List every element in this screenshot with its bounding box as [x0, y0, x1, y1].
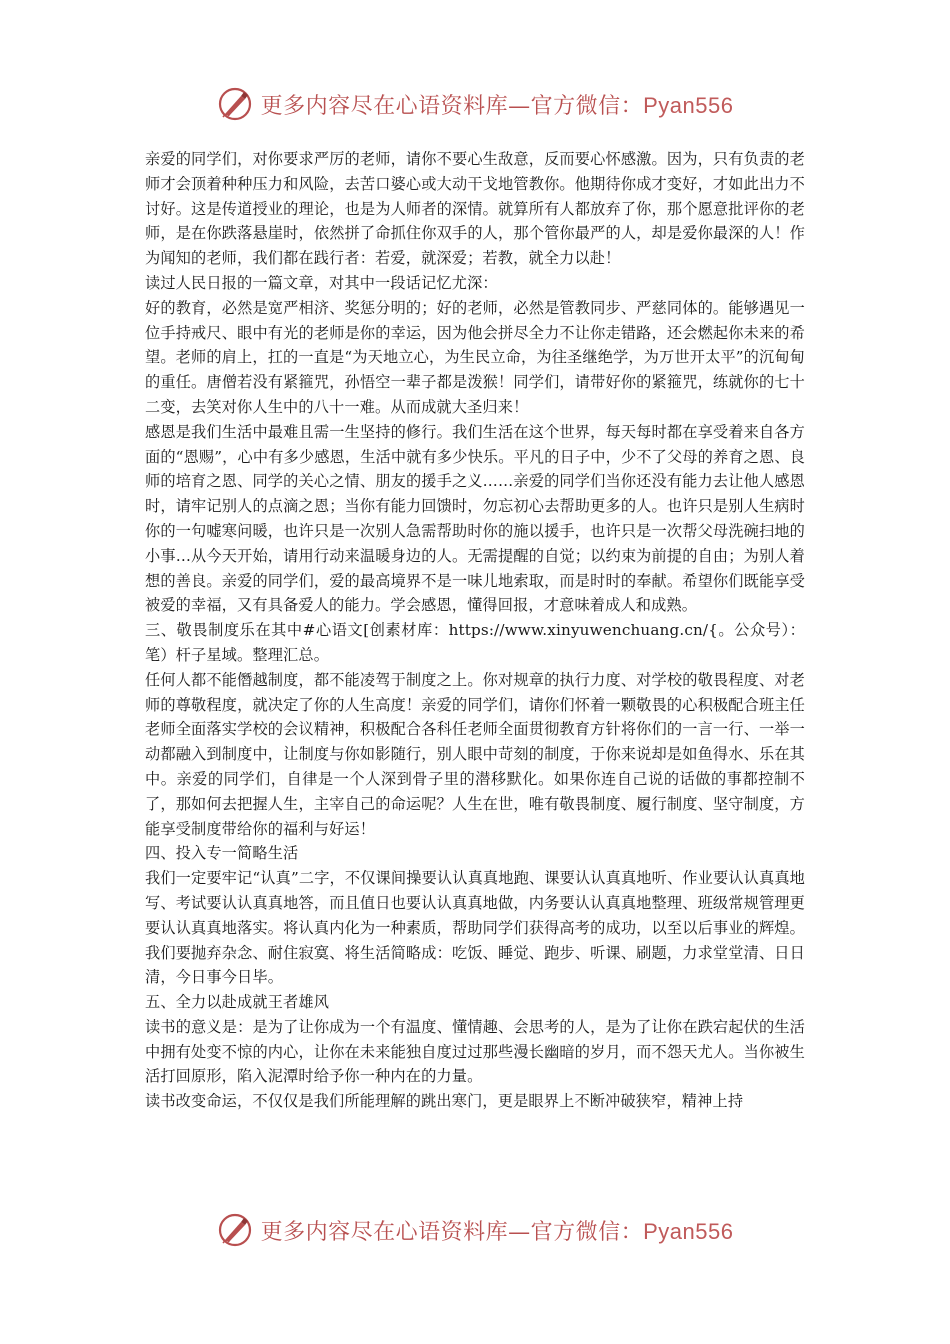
section-heading: 四、投入专一简略生活 — [145, 844, 299, 863]
pen-logo-icon — [217, 86, 253, 122]
pen-logo-icon — [217, 1212, 253, 1248]
paragraph: 读书的意义是：是为了让你成为一个有温度、懂情趣、会思考的人，是为了让你在跌宕起伏的生活中拥有处变不惊的内心，让你在未来能独自度过过那些漫长幽暗的岁月，而不怨天尤人。当你被生活打回原形，陷入泥潭时给予你一种内在的力量。 — [145, 1017, 805, 1086]
paragraph: 好的教育，必然是宽严相济、奖惩分明的；好的老师，必然是管教同步、严慈同体的。能够遇见一位手持戒尺、眼中有光的老师是你的幸运，因为他会拼尽全力不让你走错路，还会燃起你未来的希望。老师的肩上，扛的一直是“为天地立心，为生民立命，为往圣继绝学，为万世开太平”的沉甸甸的重任。唐僧若没有紧箍咒，孙悟空一辈子都是泼猴！同学们，请带好你的紧箍咒，练就你的七十二变，去笑对你人生中的八十一难。从而成就大圣归来！ — [145, 298, 806, 416]
paragraph: 感恩是我们生活中最难且需一生坚持的修行。我们生活在这个世界，每天每时都在享受着来自各方面的“恩赐”，心中有多少感恩，生活中就有多少快乐。平凡的日子中，少不了父母的养育之恩、良师的培育之恩、同学的关心之情、朋友的援手之义……亲爱的同学们当你还没有能力去让他人感恩时，请牢记别人的点滴之恩；当你有能力回馈时，勿忘初心去帮助更多的人。也许只是别人生病时你的一句嘘寒问暖，也许只是一次别人急需帮助时你的施以援手，也许只是一次帮父母洗碗扫地的小事…从今天开始，请用行动来温暖身边的人。无需提醒的自觉；以约束为前提的自由；为别人着想的善良。亲爱的同学们，爱的最高境界不是一味儿地索取，而是时时的奉献。希望你们既能享受被爱的幸福，又有具备爱人的能力。学会感恩，懂得回报，才意味着成人和成熟。 — [145, 422, 806, 615]
banner-text: 更多内容尽在心语资料库—官方微信：Pyan556 — [260, 1218, 734, 1245]
wechat-id: Pyan556 — [643, 92, 734, 118]
footer-banner — [0, 1210, 950, 1250]
paragraph: 我们一定要牢记“认真”二字，不仅课间操要认认真真地跑、课要认认真真地听、作业要认认真真地写、考试要认认真真地答，而且值日也要认认真真地做，内务要认认真真地整理、班级常规管理更要认认真真地落实。将认真内化为一种素质，帮助同学们获得高考的成功，以至以后事业的辉煌。我们要抛弃杂念、耐住寂寞、将生活简略成：吃饭、睡觉、跑步、听课、刷题，力求堂堂清、日日清，今日事今日毕。 — [145, 869, 806, 987]
section-heading: 五、全力以赴成就王者雄风 — [145, 993, 330, 1012]
paragraph: 任何人都不能僭越制度，都不能凌驾于制度之上。你对规章的执行力度、对学校的敬畏程度、对老师的尊敬程度，就决定了你的人生高度！亲爱的同学们，请你们怀着一颗敬畏的心积极配合班主任老师全面落实学校的会议精神，积极配合各科任老师全面贯彻教育方针将你们的一言一行、一举一动都融入到制度中，让制度与你如影随行，别人眼中苛刻的制度，于你来说却是如鱼得水、乐在其中。亲爱的同学们，自律是一个人深到骨子里的潜移默化。如果你连自己说的话做的事都控制不了，那如何去把握人生，主宰自己的命运呢？人生在世，唯有敬畏制度、履行制度、坚守制度，方能享受制度带给你的福利与好运！ — [145, 670, 805, 838]
paragraph: 亲爱的同学们，对你要求严厉的老师，请你不要心生敌意，反而要心怀感激。因为，只有负责的老师才会顶着种种压力和风险，去苦口婆心或大动干戈地管教你。他期待你成才变好，才如此出力不讨好。这是传道授业的理论，也是为人师者的深情。就算所有人都放弃了你，那个愿意批评你的老师，是在你跌落悬崖时，依然拼了命抓住你双手的人，那个管你最严的人，却是爱你最深的人！作为闻知的老师，我们都在践行者：若爱，就深爱；若教，就全力以赴！ — [145, 150, 805, 268]
wechat-id: Pyan556 — [643, 1218, 734, 1244]
document-body — [145, 147, 805, 1114]
section-heading: 三、敬畏制度乐在其中#心语文[创素材库：https://www.xinyuwenchuang.cn/{。公众号）：笔）杆子星域。整理汇总。 — [145, 621, 805, 664]
header-banner — [0, 84, 950, 124]
paragraph: 读书改变命运，不仅仅是我们所能理解的跳出寒门，更是眼界上不断冲破狭窄，精神上持 — [145, 1092, 744, 1111]
paragraph: 读过人民日报的一篇文章，对其中一段话记忆尤深： — [145, 273, 498, 292]
banner-text: 更多内容尽在心语资料库—官方微信：Pyan556 — [260, 92, 734, 119]
